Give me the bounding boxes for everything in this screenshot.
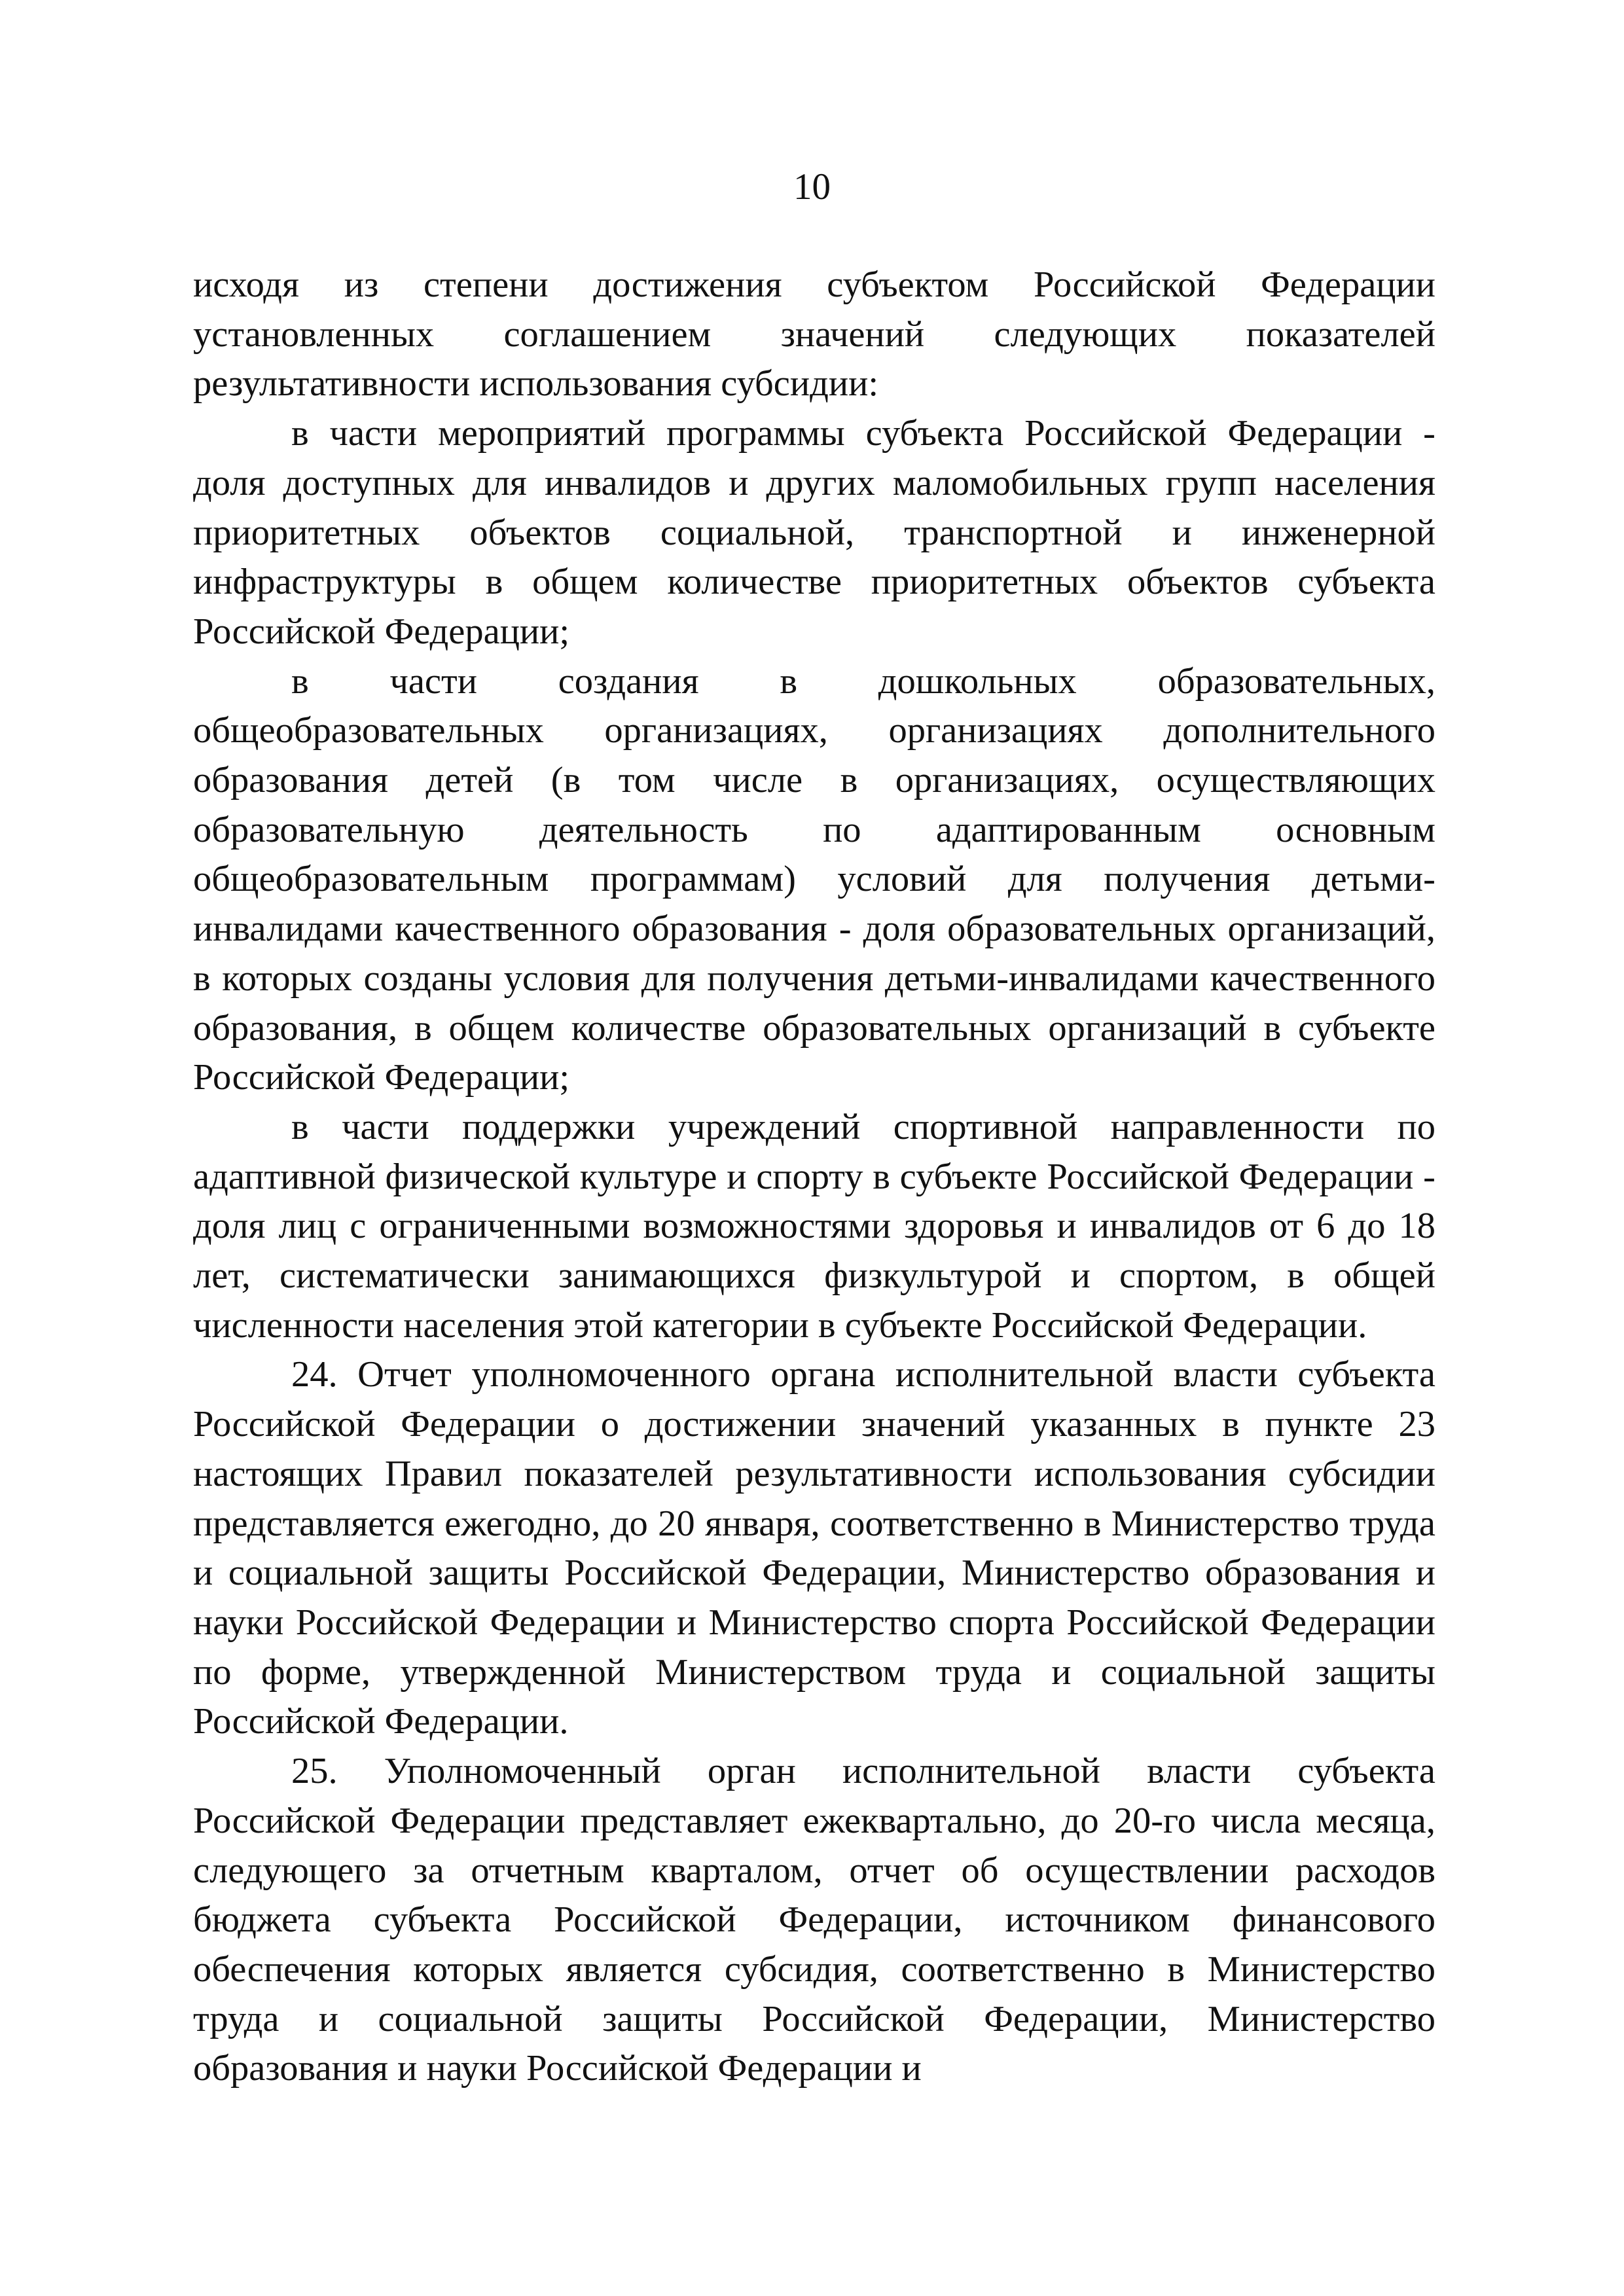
paragraph-accessibility-indicator: в части мероприятий программы субъекта Российской Федерации - доля доступных для инвалидов и других маломобильных групп населения приоритетных объектов социальной, транспортной и инженерной инфраструктуры в общем количестве приоритетных объектов субъекта Российской Федерации; [193,413,1435,652]
paragraph-continuation: исходя из степени достижения субъектом Российской Федерации установленных соглашением значений следующих показателей результативности использования субсидии: [193,264,1435,404]
paragraph-education-indicator: в части создания в дошкольных образовательных, общеобразовательных организациях, организациях дополнительного образования детей (в том числе в организациях, осуществляющих образовательную деятельность по адаптированным основным общеобразовательным программам) условий для получения детьми-инвалидами качественного образования - доля образовательных организаций, в которых созданы условия для получения детьми-инвалидами качественного образования, в общем количестве образовательных организаций в субъекте Российской Федерации; [193,660,1435,1098]
paragraph-item-25: 25. Уполномоченный орган исполнительной власти субъекта Российской Федерации представляет ежеквартально, до 20-го числа месяца, следующего за отчетным кварталом, отчет об осуществлении расходов бюджета субъекта Российской Федерации, источником финансового обеспечения которых является субсидия, соответственно в Министерство труда и социальной защиты Российской Федерации, Министерство образования и науки Российской Федерации и [193,1751,1435,2089]
paragraph-item-24: 24. Отчет уполномоченного органа исполнительной власти субъекта Российской Федерации о достижении значений указанных в пункте 23 настоящих Правил показателей результативности использования субсидии представляется ежегодно, до 20 января, соответственно в Министерство труда и социальной защиты Российской Федерации, Министерство образования и науки Российской Федерации и Министерство спорта Российской Федерации по форме, утвержденной Министерством труда и социальной защиты Российской Федерации. [193,1354,1435,1742]
paragraph-sport-indicator: в части поддержки учреждений спортивной направленности по адаптивной физической культуре и спорту в субъекте Российской Федерации - доля лиц с ограниченными возможностями здоровья и инвалидов от 6 до 18 лет, систематически занимающихся физкультурой и спортом, в общей численности населения этой категории в субъекте Российской Федерации. [193,1106,1435,1346]
page-number: 10 [793,166,831,207]
document-body [193,260,1435,2094]
